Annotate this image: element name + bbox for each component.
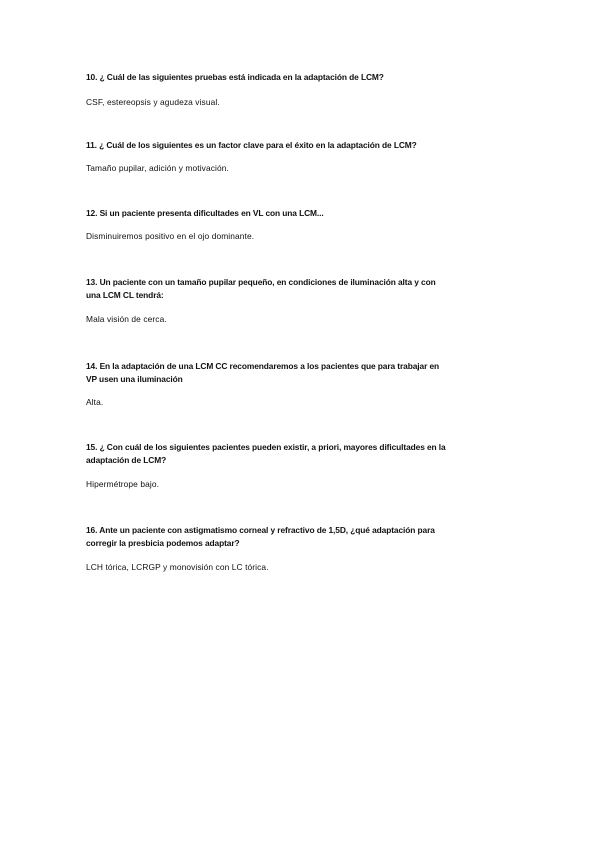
question-16-line-1: 16. Ante un paciente con astigmatismo corneal y refractivo de 1,5D, ¿qué adaptación para: [86, 525, 435, 535]
question-block-11: [86, 139, 516, 174]
question-block-13: [86, 276, 516, 325]
question-15-line-1: 15. ¿ Con cuál de los siguientes pacientes pueden existir, a priori, mayores dificultades en la: [86, 442, 446, 452]
question-block-14: [86, 360, 516, 408]
question-13-line-2: una LCM CL tendrá:: [86, 290, 164, 300]
question-16-line-2: corregir la presbicia podemos adaptar?: [86, 538, 240, 548]
answer-13-text: Mala visión de cerca.: [86, 314, 167, 324]
question-13-line-1: 13. Un paciente con un tamaño pupilar pequeño, en condiciones de iluminación alta y con: [86, 277, 436, 287]
question-14-line-1: 14. En la adaptación de una LCM CC recomendaremos a los pacientes que para trabajar en: [86, 361, 440, 371]
answer-15-text: Hipermétrope bajo.: [86, 479, 160, 489]
answer-16-text: LCH tórica, LCRGP y monovisión con LC tórica.: [86, 562, 269, 572]
question-block-12: [86, 207, 516, 242]
answer-12-text: Disminuiremos positivo en el ojo dominante.: [86, 231, 255, 241]
answer-10-text: CSF, estereopsis y agudeza visual.: [86, 97, 220, 107]
question-block-16: [86, 524, 516, 573]
question-block-15: [86, 441, 516, 490]
question-block-10: [86, 71, 516, 108]
question-10-text: 10. ¿ Cuál de las siguientes pruebas está indicada en la adaptación de LCM?: [86, 72, 384, 82]
question-15-line-2: adaptación de LCM?: [86, 455, 167, 465]
question-14-line-2: VP usen una iluminación: [86, 374, 183, 384]
answer-14-text: Alta.: [86, 397, 104, 407]
question-11-text: 11. ¿ Cuál de los siguientes es un factor clave para el éxito en la adaptación de LCM?: [86, 140, 417, 150]
question-12-text: 12. Si un paciente presenta dificultades en VL con una LCM...: [86, 208, 324, 218]
answer-11-text: Tamaño pupilar, adición y motivación.: [86, 163, 229, 173]
